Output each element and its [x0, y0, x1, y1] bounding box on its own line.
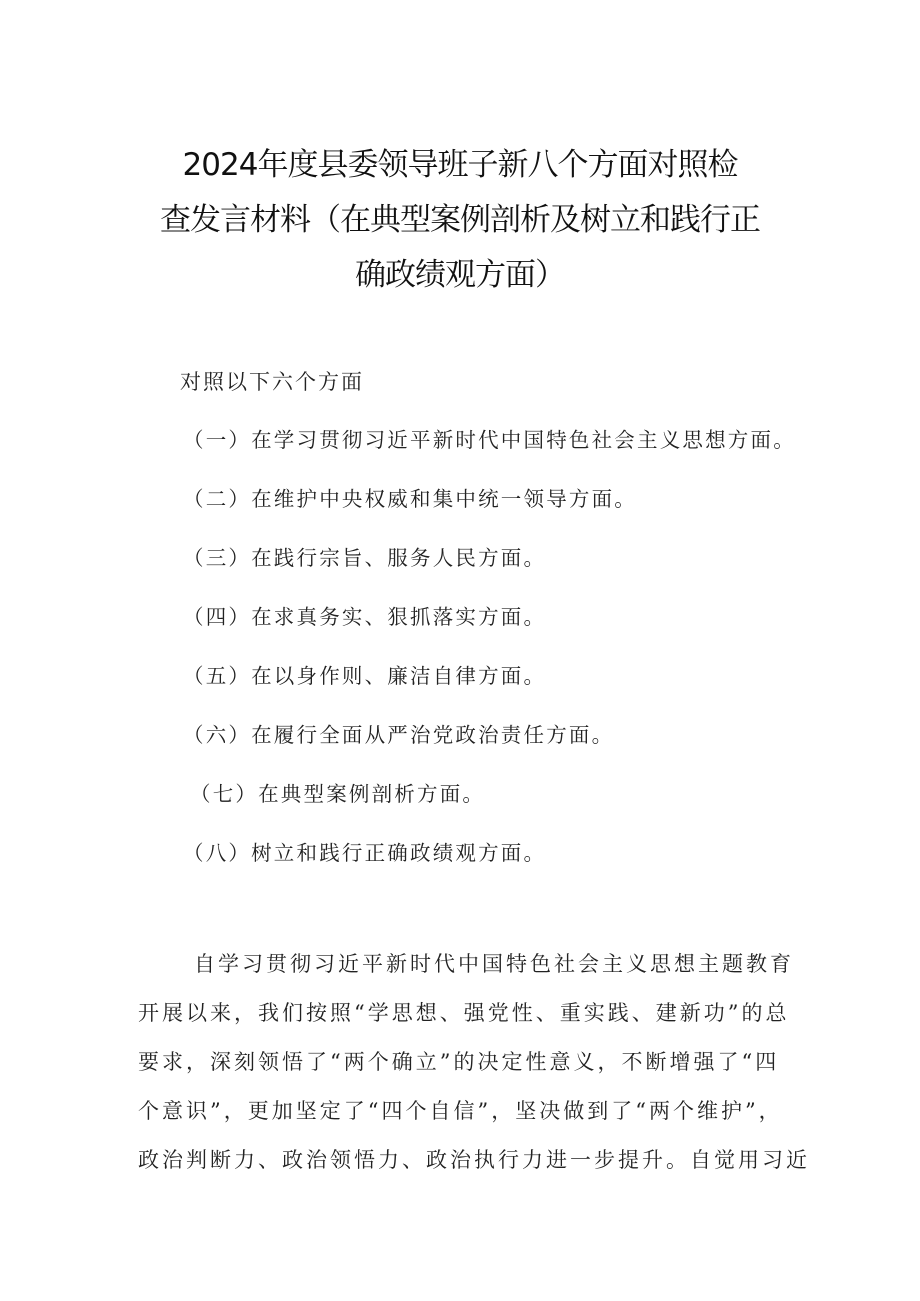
body-paragraph: [138, 940, 810, 1185]
document-title: [100, 138, 820, 303]
list-item-6: （六）在履行全面从严治党政治责任方面。: [183, 723, 615, 747]
title-line-2: 查发言材料（在典型案例剖析及树立和践行正: [160, 202, 760, 238]
list-item-1: （一）在学习贯彻习近平新时代中国特色社会主义思想方面。: [183, 428, 796, 452]
title-line-3: 确政绩观方面）: [355, 257, 565, 293]
body-line-5: 政治判断力、政治领悟力、政治执行力进一步提升。自觉用习近: [138, 1148, 810, 1172]
list-item-2: （二）在维护中央权威和集中统一领导方面。: [183, 487, 637, 511]
list-item-7: （七）在典型案例剖析方面。: [190, 782, 486, 806]
body-line-3: 要求，深刻领悟了“两个确立”的决定性意义，不断增强了“四: [138, 1050, 780, 1074]
list-item-3: （三）在践行宗旨、服务人民方面。: [183, 546, 547, 570]
list-item-4: （四）在求真务实、狠抓落实方面。: [183, 605, 547, 629]
body-line-2: 开展以来，我们按照“学思想、强党性、重实践、建新功”的总: [138, 1001, 790, 1025]
list-item-8: （八）树立和践行正确政绩观方面。: [183, 841, 547, 865]
title-line-1: 2024年度县委领导班子新八个方面对照检: [182, 147, 738, 183]
list-item-5: （五）在以身作则、廉洁自律方面。: [183, 664, 547, 688]
body-line-1: 自学习贯彻习近平新时代中国特色社会主义思想主题教育: [194, 952, 794, 976]
body-line-4: 个意识”，更加坚定了“四个自信”，坚决做到了“两个维护”，: [138, 1099, 783, 1123]
intro-text: 对照以下六个方面: [180, 370, 364, 394]
